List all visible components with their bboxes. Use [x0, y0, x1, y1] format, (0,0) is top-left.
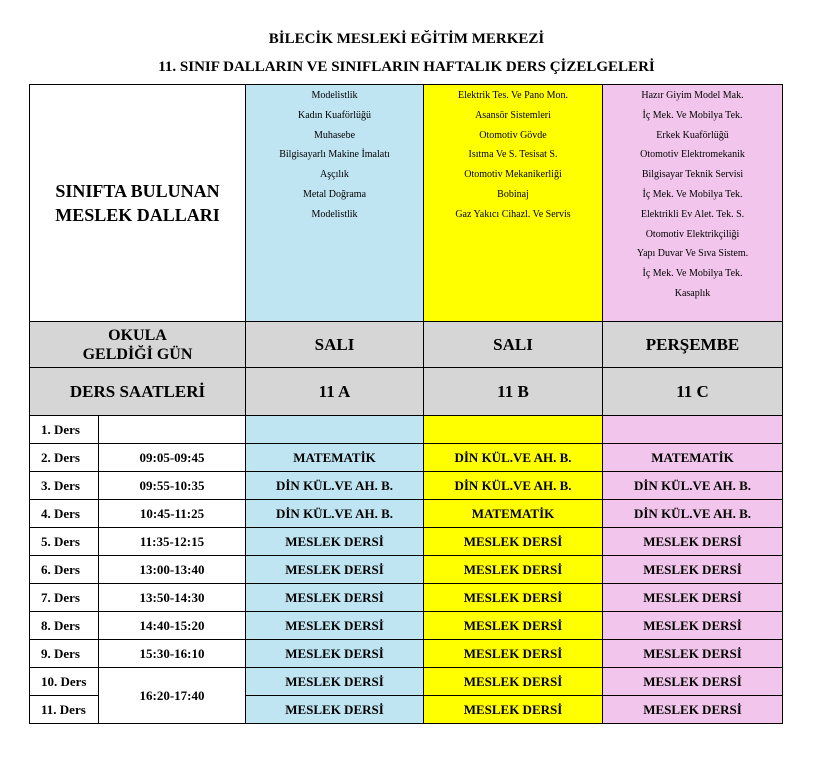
- lesson-time: 16:20-17:40: [99, 668, 246, 724]
- day-label-line1: OKULA: [108, 326, 167, 344]
- lesson-time: 09:55-10:35: [99, 472, 246, 500]
- lesson-time: 13:50-14:30: [99, 584, 246, 612]
- lesson-11b: MESLEK DERSİ: [424, 696, 603, 724]
- day-11b: SALI: [424, 322, 603, 368]
- branch-item: Modelistlik: [311, 208, 358, 220]
- day-row: [30, 322, 783, 368]
- lesson-11a: DİN KÜL.VE AH. B.: [246, 472, 424, 500]
- lesson-time: 11:35-12:15: [99, 528, 246, 556]
- lesson-11b: MESLEK DERSİ: [424, 584, 603, 612]
- branch-item: İç Mek. Ve Mobilya Tek.: [642, 109, 743, 121]
- lesson-label: 6. Ders: [30, 556, 99, 584]
- branch-item: Elektrik Tes. Ve Pano Mon.: [457, 90, 569, 101]
- lesson-11b: MESLEK DERSİ: [424, 640, 603, 668]
- lesson-row: [30, 528, 783, 556]
- lesson-11b: MESLEK DERSİ: [424, 528, 603, 556]
- day-11a: SALI: [246, 322, 424, 368]
- branch-item: Otomotiv Mekanikerliği: [464, 169, 562, 181]
- lesson-11c: MESLEK DERSİ: [603, 696, 783, 724]
- lesson-row: [30, 500, 783, 528]
- branches-label-line1: SINIFTA BULUNAN: [55, 181, 220, 201]
- lesson-label: 8. Ders: [30, 612, 99, 640]
- lesson-time: 09:05-09:45: [99, 444, 246, 472]
- lesson-11b: MATEMATİK: [424, 500, 603, 528]
- lesson-row: [30, 444, 783, 472]
- lesson-11a: MESLEK DERSİ: [246, 584, 424, 612]
- branch-item: Hazır Giyim Model Mak.: [641, 90, 744, 101]
- lesson-time: 15:30-16:10: [99, 640, 246, 668]
- branch-item: Gaz Yakıcı Cihazl. Ve Servis: [455, 208, 571, 220]
- lesson-11c: MESLEK DERSİ: [603, 528, 783, 556]
- lesson-11b: [424, 416, 603, 444]
- lesson-11c: MATEMATİK: [603, 444, 783, 472]
- lesson-11a: MESLEK DERSİ: [246, 668, 424, 696]
- lesson-11b: MESLEK DERSİ: [424, 668, 603, 696]
- branch-item: Erkek Kuaförlüğü: [656, 129, 729, 141]
- lesson-label: 9. Ders: [30, 640, 99, 668]
- lesson-row: [30, 416, 783, 444]
- branch-item: Yapı Duvar Ve Sıva Sistem.: [636, 248, 749, 260]
- lesson-label: 11. Ders: [30, 696, 99, 724]
- lesson-11a: MESLEK DERSİ: [246, 612, 424, 640]
- branch-item: Kadın Kuaförlüğü: [297, 109, 372, 121]
- lesson-11c: [603, 416, 783, 444]
- branches-label-line2: MESLEK DALLARI: [55, 205, 220, 225]
- lesson-11c: MESLEK DERSİ: [603, 612, 783, 640]
- lesson-label: 7. Ders: [30, 584, 99, 612]
- branch-item: İç Mek. Ve Mobilya Tek.: [642, 188, 743, 200]
- branch-item: Aşçılık: [320, 169, 349, 181]
- lesson-label: 4. Ders: [30, 500, 99, 528]
- lesson-label: 3. Ders: [30, 472, 99, 500]
- lesson-time: [99, 416, 246, 444]
- branch-item: Otomotiv Elektrikçiliği: [645, 228, 740, 240]
- branch-item: İç Mek. Ve Mobilya Tek.: [642, 268, 743, 280]
- lesson-label: 5. Ders: [30, 528, 99, 556]
- hours-label-cell: DERS SAATLERİ: [30, 368, 246, 416]
- page-subtitle: 11. SINIF DALLARIN VE SINIFLARIN HAFTALIK DERS ÇİZELGELERİ: [158, 59, 655, 75]
- lesson-11b: DİN KÜL.VE AH. B.: [424, 444, 603, 472]
- branch-item: Bilgisayar Teknik Servisi: [641, 169, 744, 181]
- class-11b: 11 B: [424, 368, 603, 416]
- lesson-11a: [246, 416, 424, 444]
- lesson-row: [30, 640, 783, 668]
- branch-item: Asansör Sistemleri: [475, 109, 551, 121]
- day-label-line2: GELDİĞİ GÜN: [82, 345, 193, 363]
- lesson-11c: DİN KÜL.VE AH. B.: [603, 472, 783, 500]
- page-title: BİLECİK MESLEKİ EĞİTİM MERKEZİ: [268, 31, 545, 47]
- branches-11c: [603, 85, 783, 322]
- class-11c: 11 C: [603, 368, 783, 416]
- lesson-11c: DİN KÜL.VE AH. B.: [603, 500, 783, 528]
- branch-item: Bobinaj: [497, 188, 529, 200]
- lesson-time: 14:40-15:20: [99, 612, 246, 640]
- branch-item: Otomotiv Elektromekanik: [640, 149, 745, 161]
- branch-item: Metal Doğrama: [302, 188, 367, 200]
- lesson-11b: MESLEK DERSİ: [424, 612, 603, 640]
- branches-label-cell: [30, 85, 246, 322]
- lesson-11b: MESLEK DERSİ: [424, 556, 603, 584]
- branches-row: [30, 85, 783, 322]
- day-11c: PERŞEMBE: [603, 322, 783, 368]
- class-row: [30, 368, 783, 416]
- branches-11a: [246, 85, 424, 322]
- class-11a: 11 A: [246, 368, 424, 416]
- branch-item: Muhasebe: [313, 129, 356, 141]
- branches-11b: [424, 85, 603, 322]
- lesson-11a: MATEMATİK: [246, 444, 424, 472]
- schedule-table: [29, 84, 783, 724]
- lesson-11c: MESLEK DERSİ: [603, 668, 783, 696]
- lesson-label: 1. Ders: [30, 416, 99, 444]
- lesson-row: [30, 668, 783, 696]
- branch-item: Modelistlik: [311, 90, 358, 101]
- branch-item: Bilgisayarlı Makine İmalatı: [279, 149, 390, 161]
- lesson-11c: MESLEK DERSİ: [603, 640, 783, 668]
- branch-item: Otomotiv Gövde: [479, 129, 547, 141]
- lesson-label: 10. Ders: [30, 668, 99, 696]
- lesson-11a: MESLEK DERSİ: [246, 528, 424, 556]
- branch-item: Elektrikli Ev Alet. Tek. S.: [640, 208, 745, 220]
- lesson-row: [30, 612, 783, 640]
- lesson-11c: MESLEK DERSİ: [603, 584, 783, 612]
- lesson-11c: MESLEK DERSİ: [603, 556, 783, 584]
- lesson-11a: MESLEK DERSİ: [246, 640, 424, 668]
- day-label-cell: [30, 322, 246, 368]
- lesson-row: [30, 472, 783, 500]
- lesson-11a: MESLEK DERSİ: [246, 556, 424, 584]
- lesson-time: 10:45-11:25: [99, 500, 246, 528]
- lesson-label: 2. Ders: [30, 444, 99, 472]
- lesson-11a: MESLEK DERSİ: [246, 696, 424, 724]
- lesson-11a: DİN KÜL.VE AH. B.: [246, 500, 424, 528]
- branch-item: Kasaplık: [674, 287, 711, 299]
- lesson-11b: DİN KÜL.VE AH. B.: [424, 472, 603, 500]
- lesson-row: [30, 584, 783, 612]
- lesson-time: 13:00-13:40: [99, 556, 246, 584]
- branch-item: Isıtma Ve S. Tesisat S.: [468, 149, 558, 161]
- lesson-row: [30, 556, 783, 584]
